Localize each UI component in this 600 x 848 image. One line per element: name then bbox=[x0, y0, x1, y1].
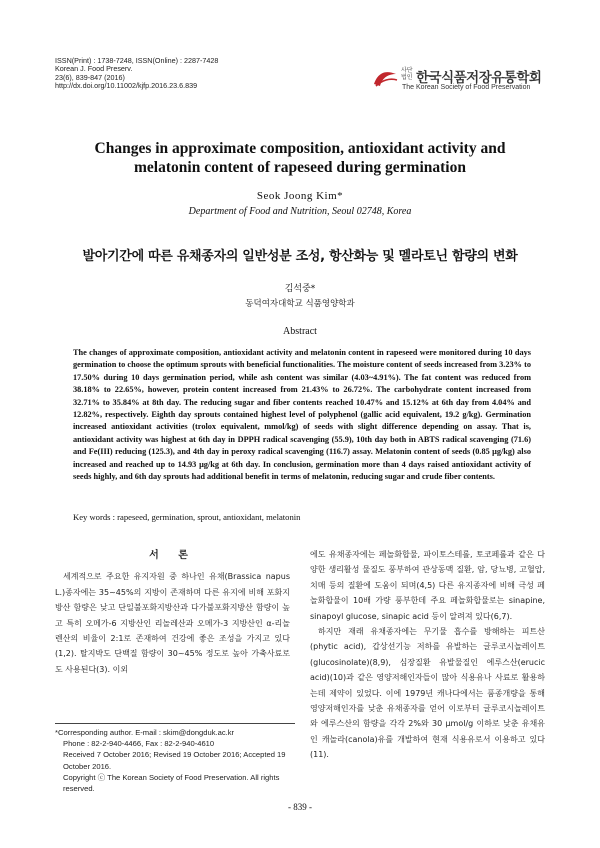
body-column-right bbox=[310, 547, 545, 763]
body-paragraph: 세계적으로 주요한 유지자원 중 하나인 유채(Brassica napus L.)종자에는 35~45%의 지방이 존재하며 다른 유지에 비해 포화지방산 함량은 낮고 단일불포화지방산과 다가불포화지방산 함량이 높고 특히 오메가-6 지방산인 리놀레산과 오메가-3 지방산인 α-리놀렌산의 비율이 2:1로 존재하여 건강에 좋은 조성을 가지고 있다(1,2). 탈지박도 단백질 함량이 30~45% 정도로 높아 가축사료로도 사용된다(3). 이외 bbox=[55, 572, 290, 674]
page-number: - 839 - bbox=[288, 802, 312, 812]
title-line-1: Changes in approximate composition, antioxidant activity and bbox=[94, 140, 506, 157]
dates-line: Received 7 October 2016; Revised 19 October 2016; Accepted 19 October 2016. bbox=[63, 750, 286, 771]
volume-line: 23(6), 839-847 (2016) bbox=[55, 72, 125, 82]
author-affiliation: Department of Food and Nutrition, Seoul 02748, Korea bbox=[188, 206, 412, 217]
society-name-kr: 한국식품저장유통학회 bbox=[416, 70, 542, 86]
keywords: Key words : rapeseed, germination, sprout, antioxidant, melatonin bbox=[73, 512, 301, 522]
body-paragraph: 하지만 재래 유채종자에는 무기물 흡수를 방해하는 피트산(phytic acid), 갑상선기능 저하를 유발하는 글루코시놀레이트(glucosinolate)(8,9), 심장질환 유발물질인 에루스산(erucic acid)(10)과 같은 영양저해인자들이 많아 식용유나 사료로 활용하는데 제약이 있었다. 이에 1979년 캐나다에서는 품종개량을 통해 영양저해인자를 낮춘 유채종자를 얻어 이로부터 글루코시놀레이트와 에루스산의 함량을 각각 2%와 30 μmol/g 이하로 낮춘 유채유인 캐놀라(canola)유를 개발하여 현재 식용유로서 이용하고 있다(11). bbox=[310, 627, 545, 760]
society-emblem-icon bbox=[372, 68, 398, 88]
abstract-heading: Abstract bbox=[283, 326, 317, 337]
title-line-2: melatonin content of rapeseed during germination bbox=[134, 159, 466, 176]
section-heading-introduction: 서 론 bbox=[149, 550, 196, 561]
body-paragraph: 에도 유채종자에는 페놀화합물, 파이토스테롤, 토코페롤과 같은 다양한 생리활성 물질도 풍부하여 관상동맥 질환, 암, 당뇨병, 고혈압, 치매 등의 질환에 도움이 되며(4,5) 다른 유지종자에 비해 극성 페놀화합물이 10배 가량 풍부한데 주요 페놀화합물로는 sinapine, sinapoyl glucose, sinapic acid 등이 알려져 있다(6,7). bbox=[310, 550, 545, 621]
copyright-line: Copyright ⓒ The Korean Society of Food Preservation. All rights reserved. bbox=[63, 772, 280, 794]
body-column-left bbox=[55, 548, 290, 677]
phone-line: Phone : 82-2-940-4466, Fax : 82-2-940-4610 bbox=[63, 739, 215, 749]
society-logo bbox=[372, 66, 562, 96]
abstract-text: The changes of approximate composition, antioxidant activity and melatonin content in rapeseed were monitored during 10 days germination to choose the optimum sprouts with beneficial functionalities. The moisture content of seeds increased from 3.23% to 17.50% during 10 days germination period, while ash content was similar (4.03~4.91%). The fat content was reduced from 38.18% to 22.65%, however, protein content increased from 21.43% to 26.72%. The carbohydrate content increased from 32.71% to 35.84% at 8th day. The reducing sugar and fiber contents reached 10.47% and 15.12% at 6th day from 4.04% and 12.82%, respectively. Eighth day sprouts contained highest level of polyphenol (gallic acid equivalent, 19.2 g/kg). Germination increased antioxidant activities (trolox equivalent, mmol/kg) of seeds with slight difference depending on assay. That is, antioxidant activity was highest at 6th day in DPPH radical scavenging (55.9), 10th day both in ABTS radical scavenging (71.6) and Fe(III) reducing (125.3), and 4th day in peroxy radical scavenging (116.7) assay. Melatonin content of seeds (0.85 μg/kg) also increased and reached up to 14.93 μg/kg at 6th day. In conclusion, germination more than 4 days raised antioxidant activity of seeds highly, and 6th day sprouts had additional benefit in terms of melatonin, reducing sugar and crude fiber contents. bbox=[73, 348, 531, 482]
email-line: *Corresponding author. E-mail : skim@dongduk.ac.kr bbox=[55, 728, 235, 737]
issn-line: ISSN(Print) : 1738-7248, ISSN(Online) : 2287-7428 bbox=[55, 56, 219, 65]
society-name-en: The Korean Society of Food Preservation bbox=[402, 84, 531, 91]
author-name-kr: 김석중* bbox=[284, 284, 316, 294]
author-name: Seok Joong Kim* bbox=[256, 190, 344, 202]
journal-name: Korean J. Food Preserv. bbox=[55, 64, 133, 74]
corresponding-author-footnote bbox=[55, 723, 295, 794]
journal-meta bbox=[55, 57, 218, 91]
paper-title bbox=[40, 139, 560, 177]
society-type-label: 사단 법인 bbox=[401, 67, 413, 81]
author-affiliation-kr: 동덕여자대학교 식품영양학과 bbox=[245, 299, 355, 309]
paper-title-kr: 발아기간에 따른 유채종자의 일반성분 조성, 항산화능 및 멜라토닌 함량의 변화 bbox=[82, 249, 518, 264]
doi-link[interactable]: http://dx.doi.org/10.11002/kjfp.2016.23.6.839 bbox=[55, 81, 198, 91]
